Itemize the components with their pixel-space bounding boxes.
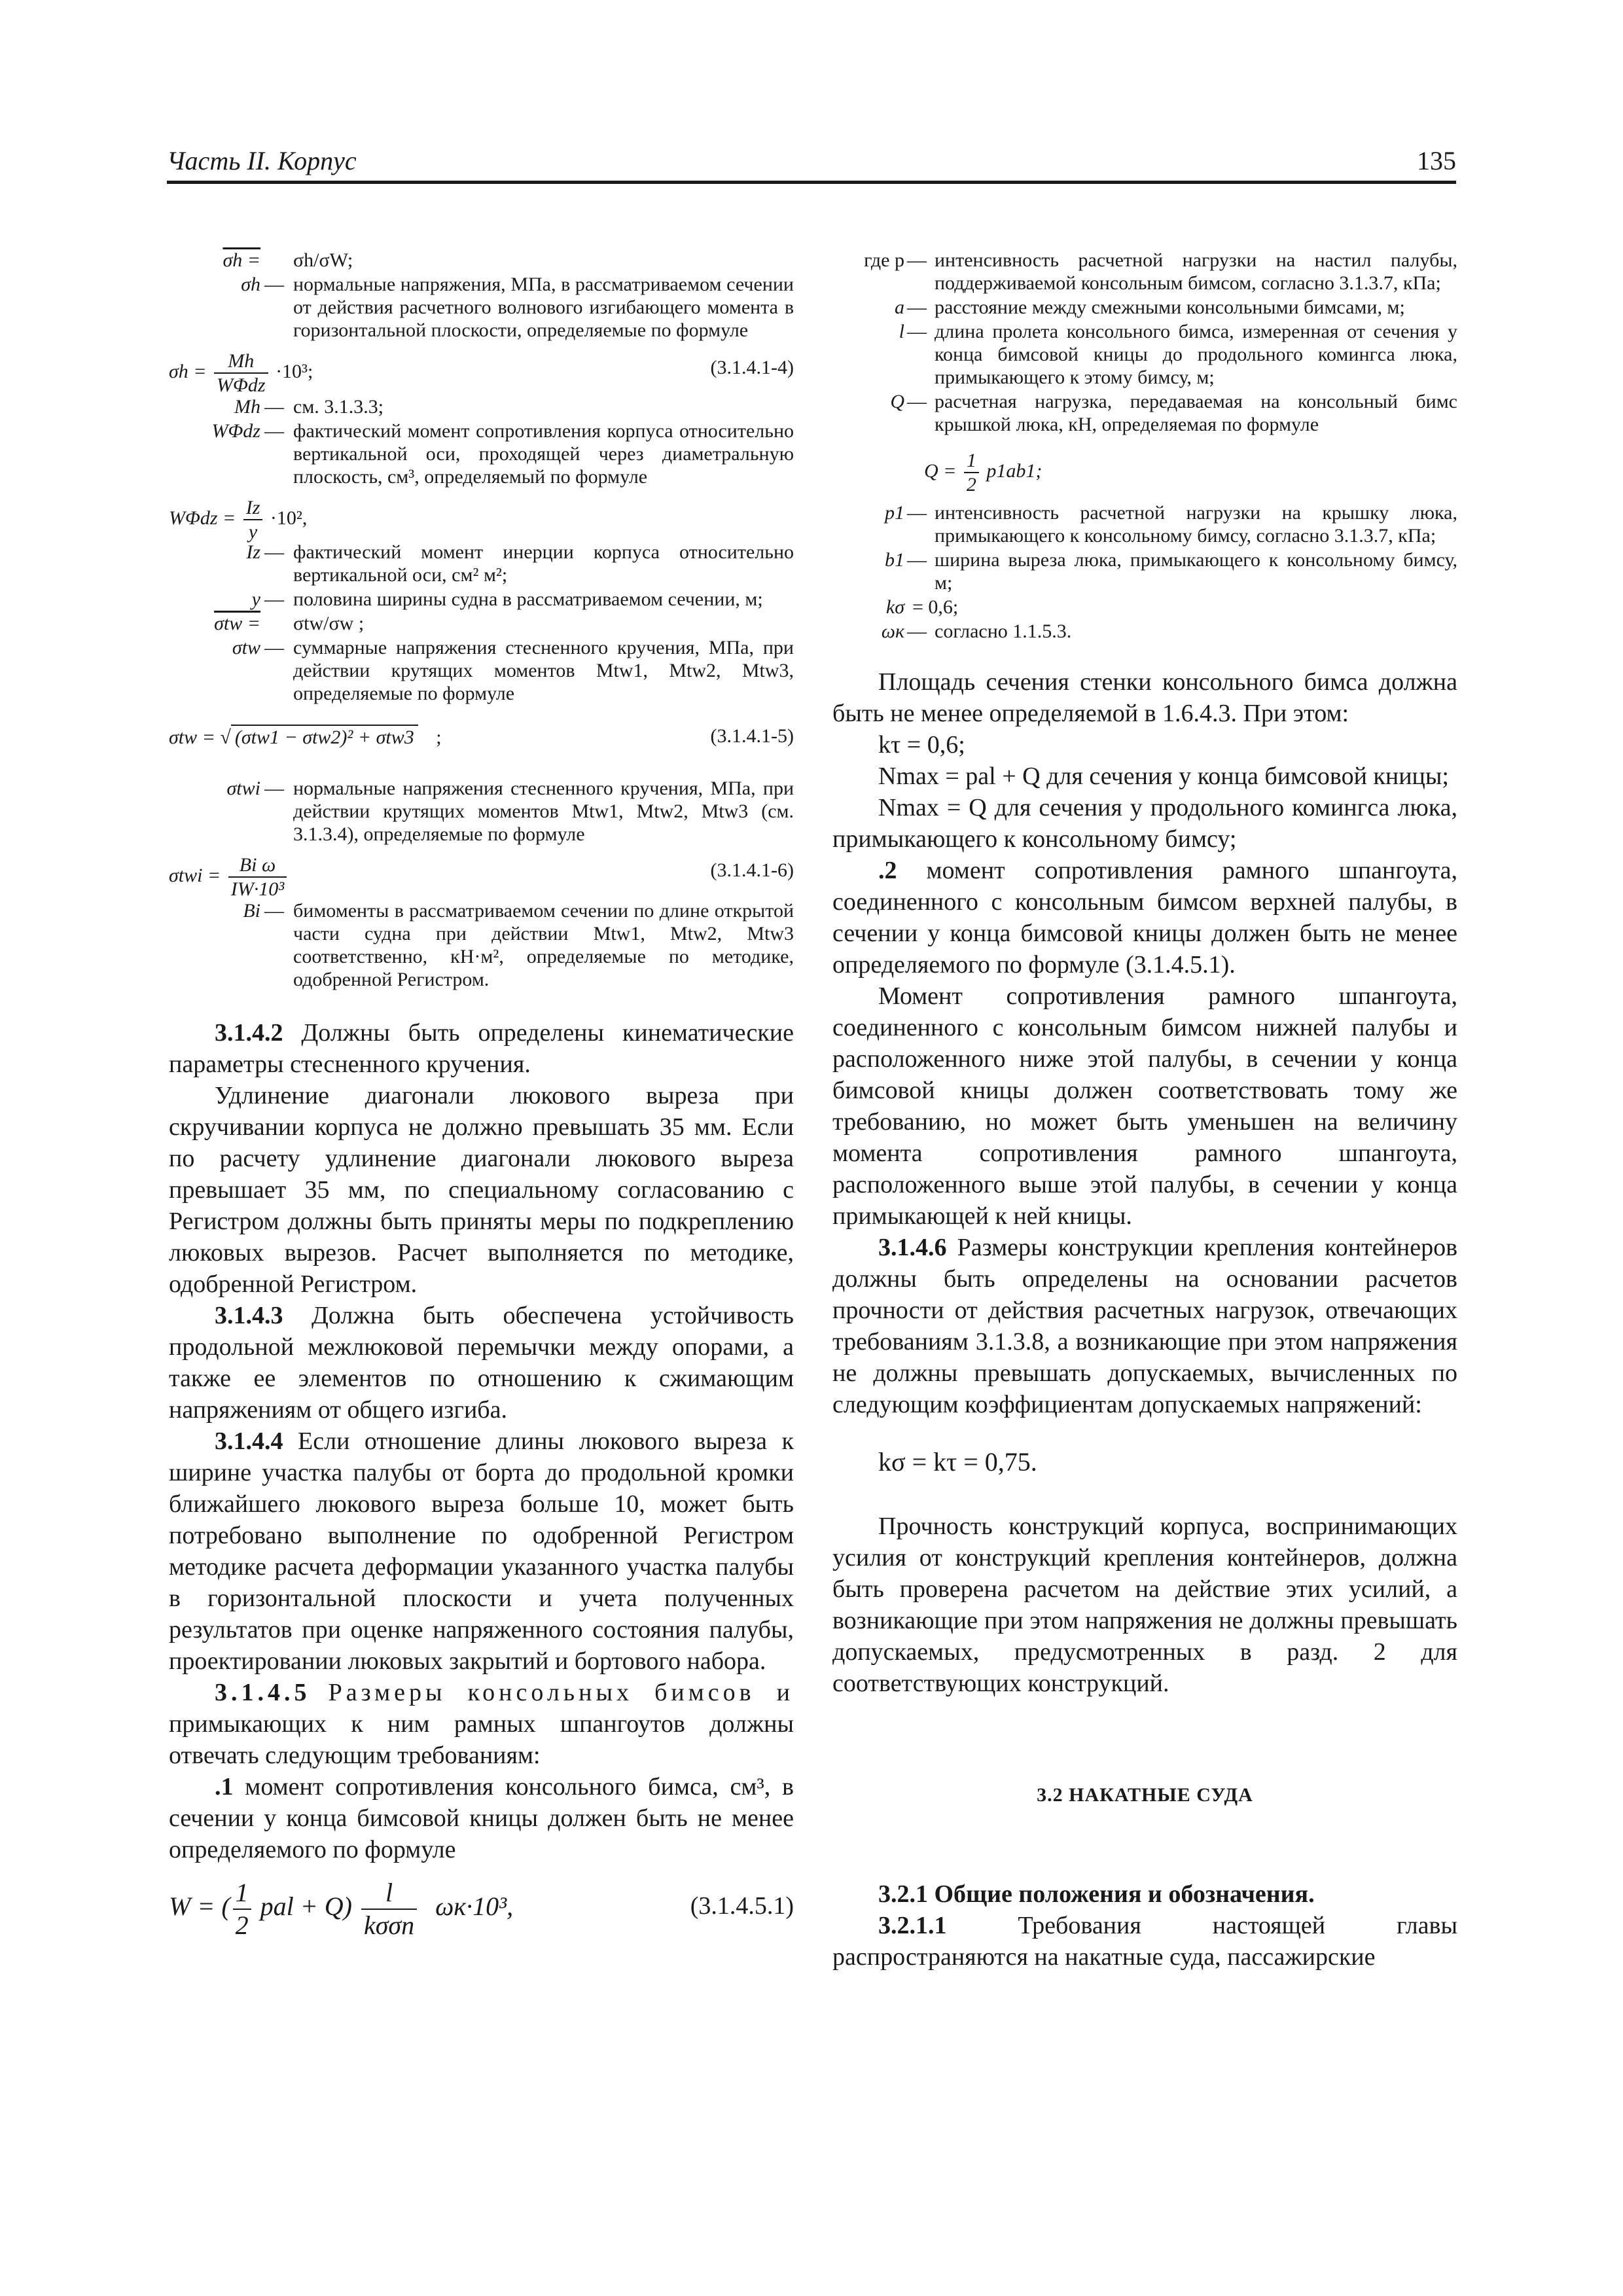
formula-W: WΦdz = $\frac{Iz}{y}$ ·10², [169, 497, 308, 543]
paragraph-item-1: .1 момент сопротивления консольного бимса, см³, в сечении у конца бимсовой кницы должен быть не менее определяемого по формуле [169, 1773, 794, 1863]
paragraph-3-1-4-4: 3.1.4.4 Если отношение длины люкового выреза к ширине участка палубы от борта до продольной кромки ближайшего люкового выреза больше 10, может быть потребовано выполнение по одобренной Регистром методике расчета деформации указанного участка палубы в горизонтальной плоскости и учета полученных результатов при оценке напряженного состояния палубы, проектировании люковых закрытий и бортового набора. [169, 1427, 794, 1675]
def-a: a — расстояние между смежными консольными бимсами, м; [895, 296, 1405, 318]
left-column [169, 249, 794, 1943]
formula-3-1-4-1-4: σh = $\frac{Mh}{\text{WΦdz}}$ ·10³; (3.1.4.1-4) [169, 350, 794, 396]
def-sigma-bar: σh = σh/σW; [223, 249, 353, 271]
paragraph-3-1-4-5: 3.1.4.5 Размеры консольных бимсов и примыкающих к ним рамных шпангоутов должны отвечать следующим требованиям: [169, 1679, 794, 1769]
header-rule [167, 181, 1456, 184]
def-W: WΦdz — фактический момент сопротивления корпуса относительно вертикальной оси, проходящей через диаметральную плоскость, см³, определяемый по формуле [211, 420, 794, 488]
def-p1: p1 — интенсивность расчетной нагрузки на крышку люка, примыкающего к консольному бимсу, согласно 3.1.3.7, кПа; [885, 502, 1457, 547]
right-column [832, 249, 1457, 1973]
paragraph-frame-lower: Момент сопротивления рамного шпангоута, соединенного с консольным бимсом нижней палубы и расположенного ниже этой палубы, в сечении у конца бимсовой кницы должен соответствовать тому же требованию, но может быть уменьшен на величину момента сопротивления рамного шпангоута, расположенного выше этой палубы, в сечении у конца примыкающей к ней кницы. [832, 982, 1457, 1230]
subsection-title: 3.2.1 Общие положения и обозначения. [878, 1880, 1315, 1908]
def-p: где p — интенсивность расчетной нагрузки на настил палубы, поддерживаемой консольным бимсом, согласно 3.1.3.7, кПа; [864, 249, 1457, 294]
def-omega-k: ωк — согласно 1.1.5.3. [881, 620, 1072, 642]
paragraph-diagonal: Удлинение диагонали люкового выреза при скручивании корпуса не должно превышать 35 мм. Если по расчету удлинение диагонали люкового выреза превышает 35 мм, по специальному согласованию с Регистром должны быть приняты меры по подкреплению люковых вырезов. Расчет выполняется по методике, одобренной Регистром. [169, 1082, 794, 1298]
formula-number: (3.1.4.5.1) [690, 1892, 794, 1920]
page-header [167, 141, 1456, 180]
formula-k-075: kσ = kτ = 0,75. [878, 1447, 1037, 1477]
def-b1: b1 — ширина выреза люка, примыкающего к консольному бимсу, м; [885, 549, 1457, 594]
paragraph-3-2-1-1: 3.2.1.1 Требования настоящей главы распространяются на накатные суда, пассажирские [832, 1912, 1457, 1971]
def-y: y — половина ширины судна в рассматриваемом сечении, м; [251, 588, 763, 610]
def-sigma-tw-bar: σtw = σtw/σw ; [214, 613, 365, 634]
section-title: 3.2 НАКАТНЫЕ СУДА [1037, 1784, 1253, 1806]
running-title: Часть II. Корпус [167, 146, 357, 175]
formula-3-1-4-1-5: σtw = √ (σtw1 − σtw2)² + σtw3 ; (3.1.4.1-5) [169, 725, 794, 748]
def-sigma-twi: σtwi — нормальные напряжения стесненного кручения, МПа, при действии крутящих моментов Mtw1, Mtw2, Mtw3 (см. 3.1.3.4), определяемые по формуле [226, 778, 794, 845]
formula-number: (3.1.4.1-6) [710, 859, 794, 881]
formula-number: (3.1.4.1-4) [710, 357, 794, 378]
def-sigma-tw: σtw — суммарные напряжения стесненного кручения, МПа, при действии крутящих моментов Mtw1, Mtw2, Mtw3, определяемые по формуле [232, 637, 794, 704]
formula-number: (3.1.4.1-5) [710, 725, 794, 747]
paragraph-item-2: .2 момент сопротивления рамного шпангоута, соединенного с консольным бимсом верхней палубы, в сечении у конца бимсовой кницы должен быть не менее определяемого по формуле (3.1.4.5.1). [832, 857, 1457, 978]
paragraph-container-strength: Прочность конструкций корпуса, воспринимающих усилия от конструкций крепления контейнеров, должна быть проверена расчетом на действие этих усилий, а возникающие при этом напряжения не должны превышать допускаемых, предусмотренных в разд. 2 для соответствующих конструкций. [832, 1513, 1457, 1697]
def-l: l — длина пролета консольного бимса, измеренная от сечения у конца бимсовой кницы до продольного комингса люка, примыкающего к этому бимсу, м; [899, 321, 1457, 388]
paragraph-3-1-4-6: 3.1.4.6 Размеры конструкции крепления контейнеров должны быть определены на основании расчетов прочности от действия расчетных нагрузок, отвечающих требованиям 3.1.3.8, а возникающие при этом напряжения не должны превышать допускаемых, вычисленных по следующим коэффициентам допускаемых напряжений: [832, 1234, 1458, 1418]
def-sigma-h: σh — нормальные напряжения, МПа, в рассматриваемом сечении от действия расчетного волнового изгибающего момента в горизонтальной плоскости, определяемые по формуле [241, 274, 794, 341]
def-k-sigma: kσ = 0,6; [885, 596, 959, 618]
def-Mh: Mh — см. 3.1.3.3; [234, 396, 384, 418]
formula-Q: Q = $\frac{1}{2}$ p1ab1; [924, 450, 1043, 495]
page-number: 135 [1417, 146, 1456, 175]
formula-3-1-4-5-1: W = ( $\frac{1}{2}$ pal + Q) $\frac{l}{\text{kσσn}}$ ωк·10³, (3.1.4.5.1) [169, 1878, 794, 1940]
paragraph-nmax-2: Nmax = Q для сечения у продольного комингса люка, примыкающего к консольному бимсу; [832, 794, 1457, 853]
def-Iz: Iz — фактический момент инерции корпуса относительно вертикальной оси, см² м²; [246, 541, 794, 586]
paragraph-3-1-4-3: 3.1.4.3 Должна быть обеспечена устойчивость продольной межлюковой перемычки между опорами, а также ее элементов по отношению к сжимающим напряжениям от общего изгиба. [169, 1302, 794, 1424]
def-Bi: Bi — бимоменты в рассматриваемом сечении по длине открытой части судна при действии Mtw1, Mtw2, Mtw3 соответственно, кН·м², определяемые по методике, одобренной Регистром. [243, 900, 794, 990]
paragraph-web-area: Площадь сечения стенки консольного бимса должна быть не менее определяемой в 1.6.4.3. При этом: [832, 668, 1457, 727]
formula-3-1-4-1-6: σtwi = $\frac{\text{Bi ω}}{\text{IW·10³}}$ (3.1.4.1-6) [169, 854, 794, 900]
paragraph-k-tau: kτ = 0,6; [878, 731, 965, 759]
def-Q: Q — расчетная нагрузка, передаваемая на консольный бимс крышкой люка, кН, определяемая по формуле [890, 391, 1457, 435]
paragraph-nmax-1: Nmax = pal + Q для сечения у конца бимсовой кницы; [878, 762, 1449, 790]
paragraph-3-1-4-2: 3.1.4.2 Должны быть определены кинематические параметры стесненного кручения. [169, 1019, 794, 1078]
